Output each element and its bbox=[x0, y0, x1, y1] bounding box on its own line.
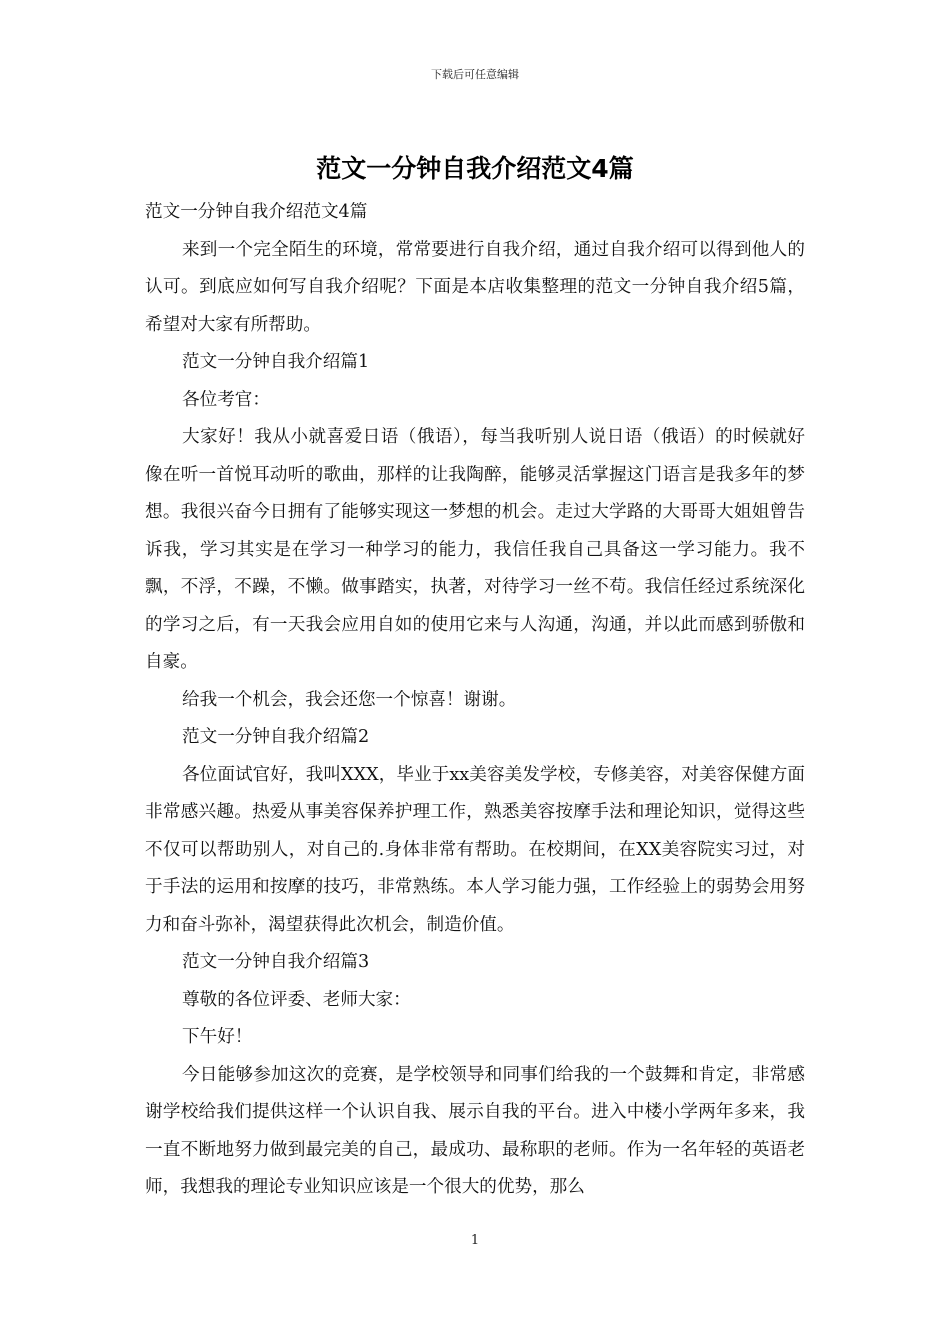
body-paragraph: 给我一个机会，我会还您一个惊喜！谢谢。 bbox=[182, 689, 517, 710]
section-heading-1: 范文一分钟自我介绍篇1 bbox=[182, 352, 370, 372]
intro-paragraph: 来到一个完全陌生的环境，常常要进行自我介绍，通过自我介绍可以得到他人的认可。到底应如何写自我介绍呢？下面是本店收集整理的范文一分钟自我介绍5篇，希望对大家有所帮助。 bbox=[145, 239, 805, 335]
page-number: 1 bbox=[470, 1233, 480, 1248]
salutation-paragraph: 尊敬的各位评委、老师大家： bbox=[182, 989, 411, 1010]
body-paragraph: 各位面试官好，我叫XXX，毕业于xx美容美发学校，专修美容，对美容保健方面非常感兴趣。热爱从事美容保养护理工作，熟悉美容按摩手法和理论知识，觉得这些不仅可以帮助别人，对自己的.身体非常有帮助。在校期间，在XX美容院实习过，对于手法的运用和按摩的技巧，非常熟练。本人学习能力强，工作经验上的弱势会用努力和奋斗弥补，渴望获得此次机会，制造价值。 bbox=[145, 764, 805, 935]
subtitle-paragraph: 范文一分钟自我介绍范文4篇 bbox=[145, 202, 368, 222]
body-paragraph: 大家好！我从小就喜爱日语（俄语），每当我听别人说日语（俄语）的时候就好像在听一首悦耳动听的歌曲，那样的让我陶醉，能够灵活掌握这门语言是我多年的梦想。我很兴奋今日拥有了能够实现这一梦想的机会。走过大学路的大哥哥大姐姐曾告诉我，学习其实是在学习一种学习的能力，我信任我自己具备这一学习能力。我不飘，不浮，不躁，不懒。做事踏实，执著，对待学习一丝不苟。我信任经过系统深化的学习之后，有一天我会应用自如的使用它来与人沟通，沟通，并以此而感到骄傲和自豪。 bbox=[145, 427, 805, 672]
section-heading-2: 范文一分钟自我介绍篇2 bbox=[182, 727, 370, 747]
body-paragraph: 今日能够参加这次的竞赛，是学校领导和同事们给我的一个鼓舞和肯定，非常感谢学校给我们提供这样一个认识自我、展示自我的平台。进入中楼小学两年多来，我一直不断地努力做到最完美的自己，最成功、最称职的老师。作为一名年轻的英语老师，我想我的理论专业知识应该是一个很大的优势，那么 bbox=[145, 1064, 805, 1197]
page-header-note: 下载后可任意编辑 bbox=[431, 68, 519, 81]
salutation-paragraph: 各位考官： bbox=[182, 389, 270, 410]
document-body bbox=[145, 194, 805, 1207]
document-title: 范文一分钟自我介绍范文4篇 bbox=[316, 154, 634, 183]
greeting-paragraph: 下午好！ bbox=[182, 1027, 253, 1047]
section-heading-3: 范文一分钟自我介绍篇3 bbox=[182, 952, 370, 972]
